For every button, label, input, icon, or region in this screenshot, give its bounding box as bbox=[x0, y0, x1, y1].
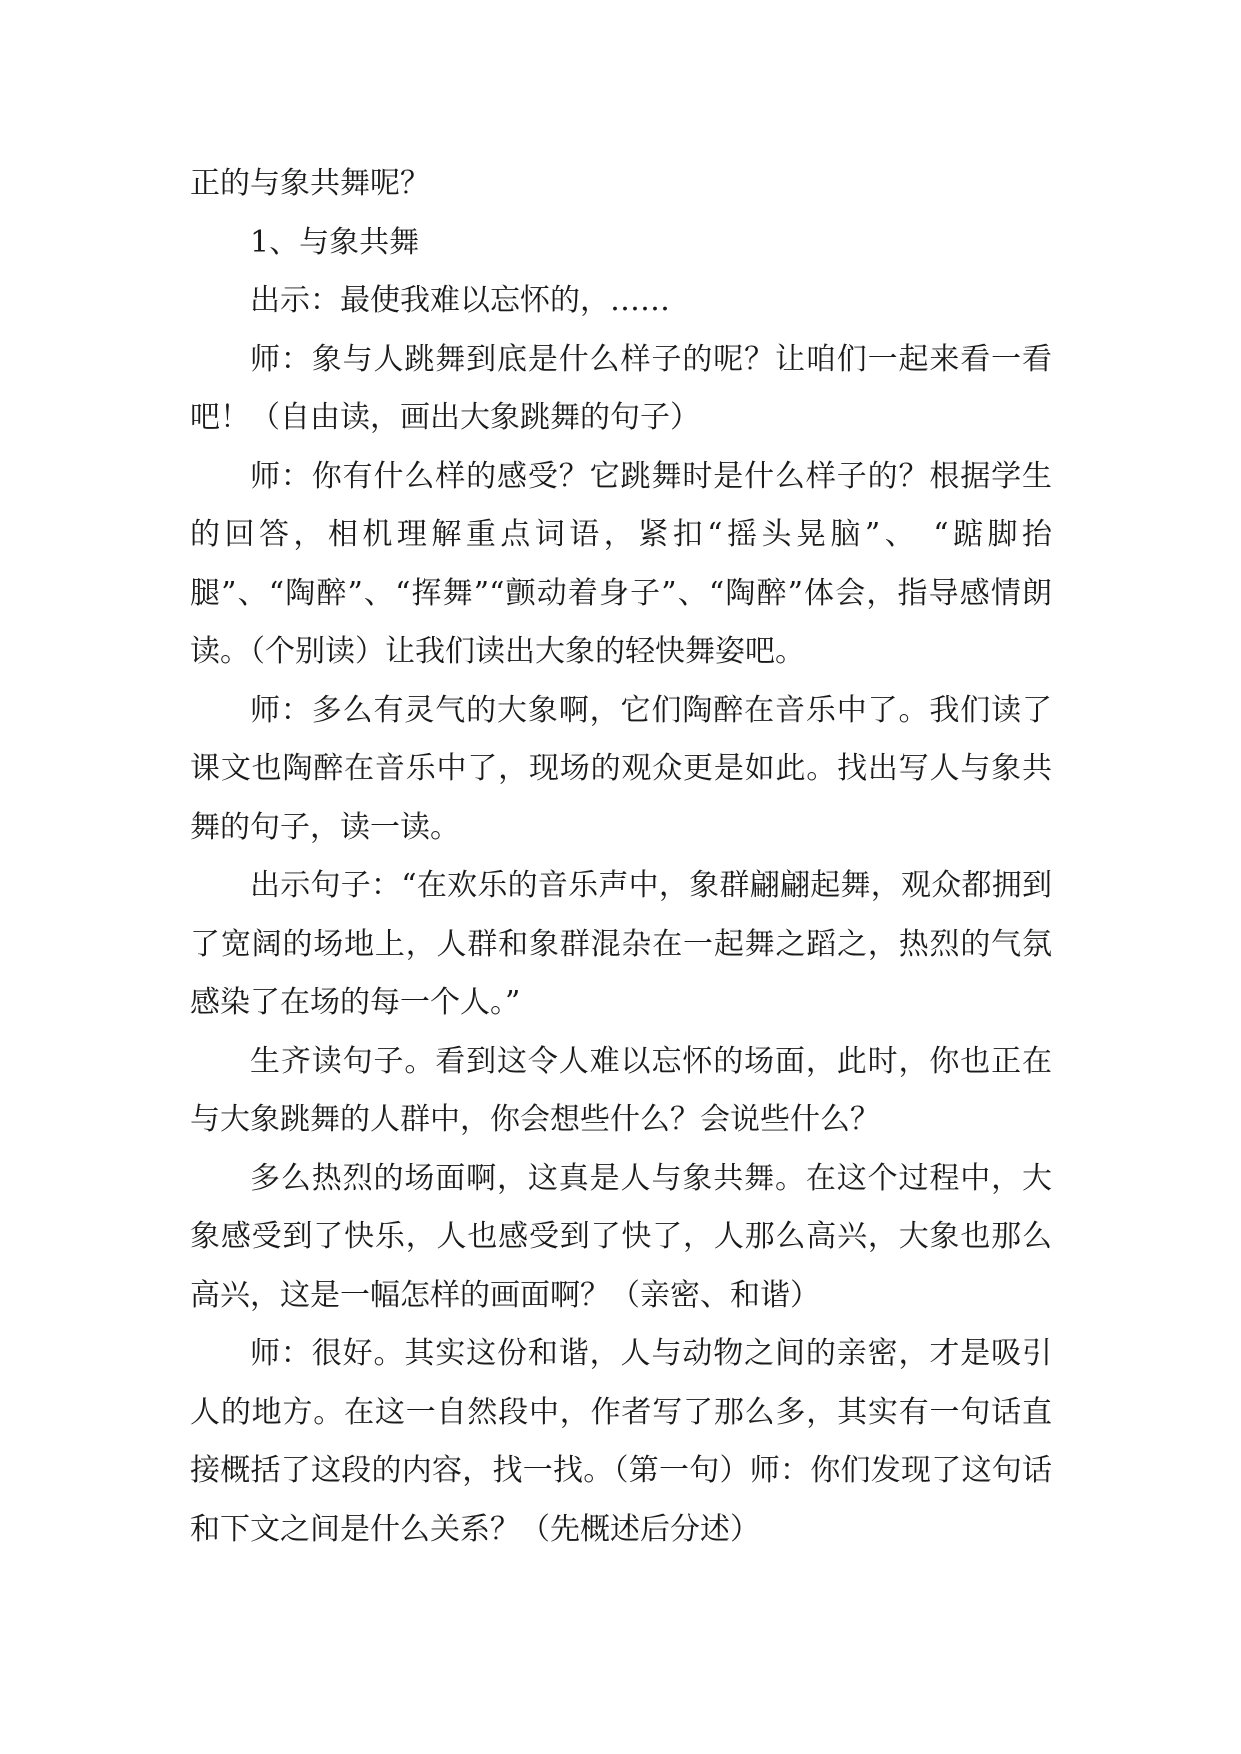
paragraph: 师：多么有灵气的大象啊，它们陶醉在音乐中了。我们读了课文也陶醉在音乐中了，现场的观众更是如此。找出写人与象共舞的句子，读一读。 bbox=[190, 692, 1052, 845]
paragraph-section-heading: 1、与象共舞 bbox=[250, 224, 420, 260]
paragraph: 生齐读句子。看到这令人难以忘怀的场面，此时，你也正在与大象跳舞的人群中，你会想些什么？会说些什么？ bbox=[190, 1043, 1052, 1137]
paragraph: 师：很好。其实这份和谐，人与动物之间的亲密，才是吸引人的地方。在这一自然段中，作者写了那么多，其实有一句话直接概括了这段的内容，找一找。（第一句）师：你们发现了这句话和下文之间是什么关系？（先概述后分述） bbox=[190, 1336, 1052, 1547]
paragraph: 师：你有什么样的感受？它跳舞时是什么样子的？根据学生的回答，相机理解重点词语，紧扣“摇头晃脑”、 “踮脚抬腿”、“陶醉”、“挥舞”“颤动着身子”、“陶醉”体会，指导感情朗读。（个别读）让我们读出大象的轻快舞姿吧。 bbox=[190, 458, 1052, 669]
paragraph: 出示句子：“在欢乐的音乐声中，象群翩翩起舞，观众都拥到了宽阔的场地上，人群和象群混杂在一起舞之蹈之，热烈的气氛感染了在场的每一个人。” bbox=[190, 868, 1052, 1020]
paragraph: 多么热烈的场面啊，这真是人与象共舞。在这个过程中，大象感受到了快乐，人也感受到了快了，人那么高兴，大象也那么高兴，这是一幅怎样的画面啊？（亲密、和谐） bbox=[190, 1160, 1052, 1313]
paragraph-display: 出示：最使我难以忘怀的，…… bbox=[250, 283, 670, 318]
document-body bbox=[190, 155, 1052, 1559]
paragraph-continuation: 正的与象共舞呢？ bbox=[190, 166, 430, 201]
paragraph: 师：象与人跳舞到底是什么样子的呢？让咱们一起来看一看吧！（自由读，画出大象跳舞的句子） bbox=[190, 341, 1052, 435]
